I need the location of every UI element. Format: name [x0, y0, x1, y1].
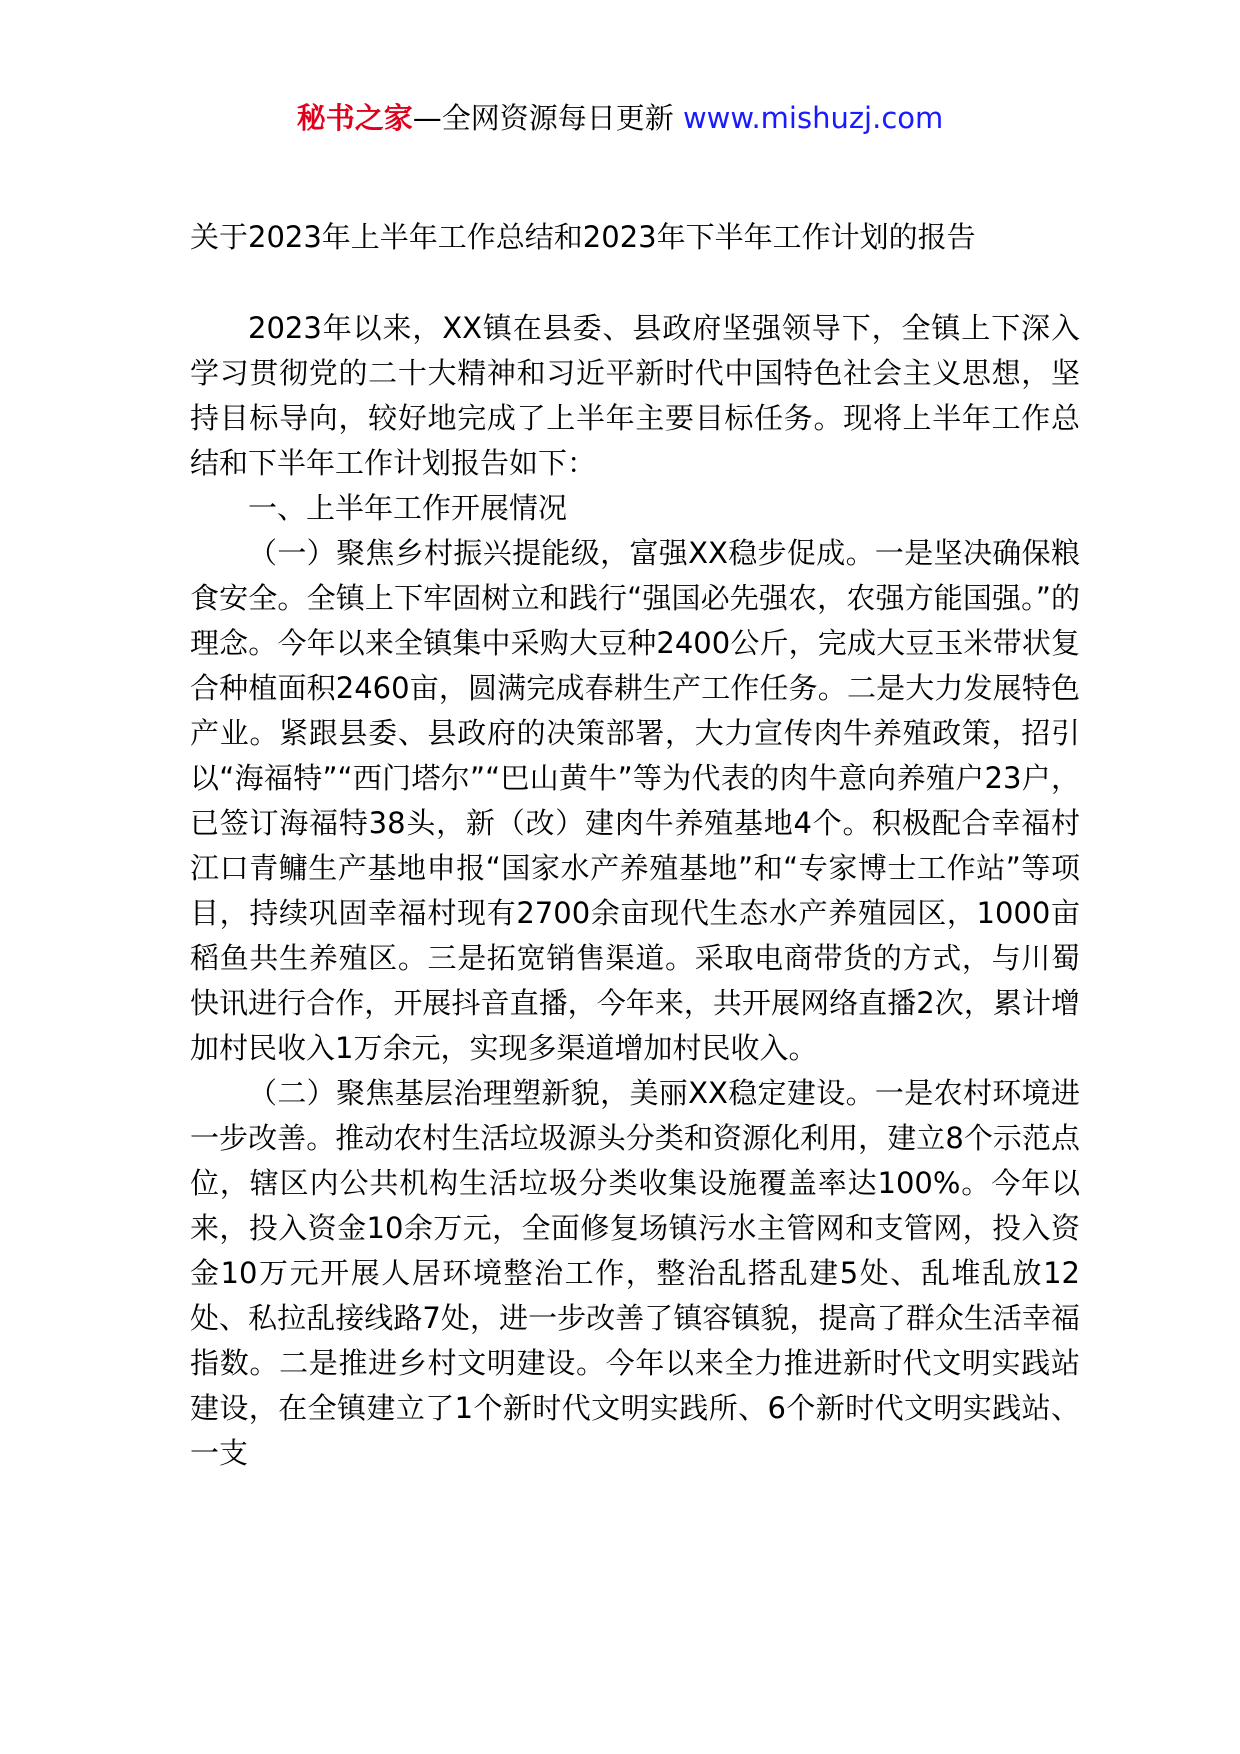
paragraph-grassroots-governance: （二）聚焦基层治理塑新貌，美丽XX稳定建设。一是农村环境进一步改善。推动农村生活垃圾源头分类和资源化利用，建立8个示范点位，辖区内公共机构生活垃圾分类收集设施覆盖率达100%。今年以来，投入资金10余万元，全面修复场镇污水主管网和支管网，投入资金10万元开展人居环境整治工作，整治乱搭乱建5处、乱堆乱放12处、私拉乱接线路7处，进一步改善了镇容镇貌，提高了群众生活幸福指数。二是推进乡村文明建设。今年以来全力推进新时代文明实践站建设，在全镇建立了1个新时代文明实践所、6个新时代文明实践站、一支	[190, 1076, 1080, 1470]
paragraph-rural-revitalization: （一）聚焦乡村振兴提能级，富强XX稳步促成。一是坚决确保粮食安全。全镇上下牢固树立和践行“强国必先强农，农强方能国强。”的理念。今年以来全镇集中采购大豆种2400公斤，完成大豆玉米带状复合种植面积2460亩，圆满完成春耕生产工作任务。二是大力发展特色产业。紧跟县委、县政府的决策部署，大力宣传肉牛养殖政策，招引以“海福特”“西门塔尔”“巴山黄牛”等为代表的肉牛意向养殖户23户，已签订海福特38头，新（改）建肉牛养殖基地4个。积极配合幸福村江口青鳙生产基地申报“国家水产养殖基地”和“专家博士工作站”等项目，持续巩固幸福村现有2700余亩现代生态水产养殖园区，1000亩稻鱼共生养殖区。三是拓宽销售渠道。采取电商带货的方式，与川蜀快讯进行合作，开展抖音直播，今年来，共开展网络直播2次，累计增加村民收入1万余元，实现多渠道增加村民收入。	[190, 536, 1080, 1065]
site-tagline: —全网资源每日更新	[412, 101, 683, 135]
section-heading-1: 一、上半年工作开展情况	[248, 491, 568, 525]
document-body	[190, 306, 1080, 1476]
site-url-link[interactable]: www.mishuzj.com	[682, 101, 944, 135]
site-header	[0, 98, 1240, 138]
document-title: 关于2023年上半年工作总结和2023年下半年工作计划的报告	[190, 220, 976, 254]
paragraph-intro: 2023年以来，XX镇在县委、县政府坚强领导下，全镇上下深入学习贯彻党的二十大精神和习近平新时代中国特色社会主义思想，坚持目标导向，较好地完成了上半年主要目标任务。现将上半年工作总结和下半年工作计划报告如下：	[190, 311, 1080, 480]
site-brand: 秘书之家	[296, 101, 413, 135]
